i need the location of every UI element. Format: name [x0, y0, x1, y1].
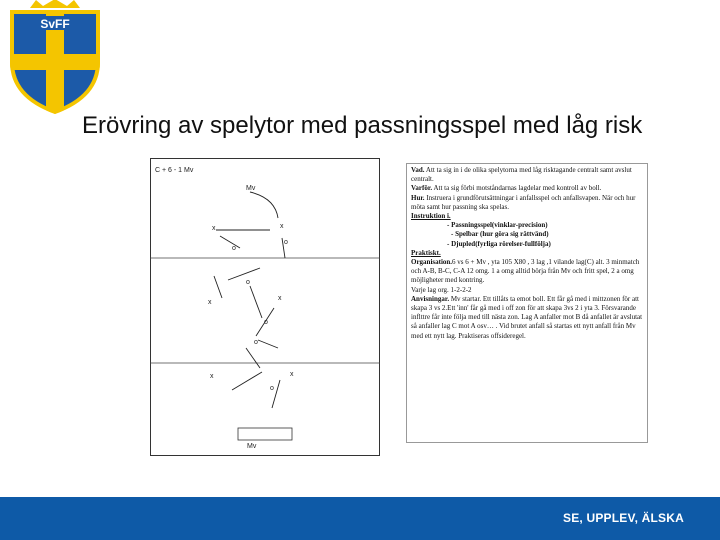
vad-label: Vad. — [411, 166, 425, 174]
vad-text: Att ta sig in i de olika spelytorna med låg risktagande centralt samt avslut centralt. — [411, 166, 632, 184]
instruction-item: - Passningsspel(vinklar-precision) — [447, 221, 548, 230]
player-o: o — [254, 339, 258, 346]
footer-slogan: SE, UPPLEV, ÄLSKA — [563, 511, 684, 525]
logo-text: SvFF — [40, 17, 70, 31]
praktiskt-heading: Praktiskt. — [411, 248, 441, 257]
player-o: o — [284, 239, 288, 246]
anvisningar-label: Anvisningar. — [411, 294, 450, 303]
gk-top-label: Mv — [246, 185, 256, 192]
player-x: x — [212, 225, 216, 232]
varfor-label: Varför. — [411, 184, 433, 193]
org-label: Organisation. — [411, 258, 453, 267]
instruction-item: - Spelbar (hur göra sig rättvänd) — [451, 230, 549, 239]
anvisningar-text: Mv startar. Ett tillåts ta emot boll. Ett får gå med i mittzonen för att skapa 3 vs 2.Ett 'inn' får gå med i off zon för att skapa 3vs 2 i yta 3. Försvarande inflttre får inte följa med till nästa zon. Lag A anfaller mot B då anfallet är avslutat så anfaller lag C mot A osv… . Vid brutet anfall så startas ett nytt anfall från Mv med ett nytt lag. Praktiseras offsideregel. — [411, 294, 643, 340]
exercise-description — [406, 163, 648, 443]
instruction-item: - Djupled(fyrliga rörelser-fullfölja) — [447, 239, 551, 248]
pitch-diagram — [150, 158, 380, 456]
gk-bottom-label: Mv — [247, 443, 257, 450]
player-x: x — [280, 223, 284, 230]
footer-bar — [0, 497, 720, 540]
player-o: o — [270, 385, 274, 392]
player-x: x — [290, 371, 294, 378]
player-o: o — [246, 279, 250, 286]
slide-title: Erövring av spelytor med passningsspel med låg risk — [82, 112, 643, 139]
player-o: o — [232, 245, 236, 252]
team-formation: Varje lag org. 1-2-2-2 — [411, 285, 472, 294]
instruction-heading: Instruktion i. — [411, 212, 451, 221]
player-x: x — [210, 373, 214, 380]
player-x: x — [208, 299, 212, 306]
svff-logo — [0, 0, 110, 115]
hur-label: Hur. — [411, 193, 425, 202]
org-text: 6 vs 6 + Mv , yta 105 X80 , 3 lag ,1 vilande lag(C) alt. 3 minmatch och A-B, B-C, C-A 12 omg. 1 a omg alltid börja från Mv och fritt spel, 2 a omg möjligheter med kontring. — [411, 258, 640, 285]
diagram-top-label: C + 6 - 1 Mv — [155, 167, 194, 174]
player-o: o — [264, 319, 268, 326]
crown-icon — [30, 0, 80, 8]
player-x: x — [278, 295, 282, 302]
hur-text: Instruera i grundförutsättningar i anfallsspel och anfallsvapen. När och hur möta samt hur passning ska spelas. — [411, 193, 636, 211]
varfor-text: Att ta sig förbi motståndarnas lagdelar med kontroll av boll. — [432, 184, 602, 193]
